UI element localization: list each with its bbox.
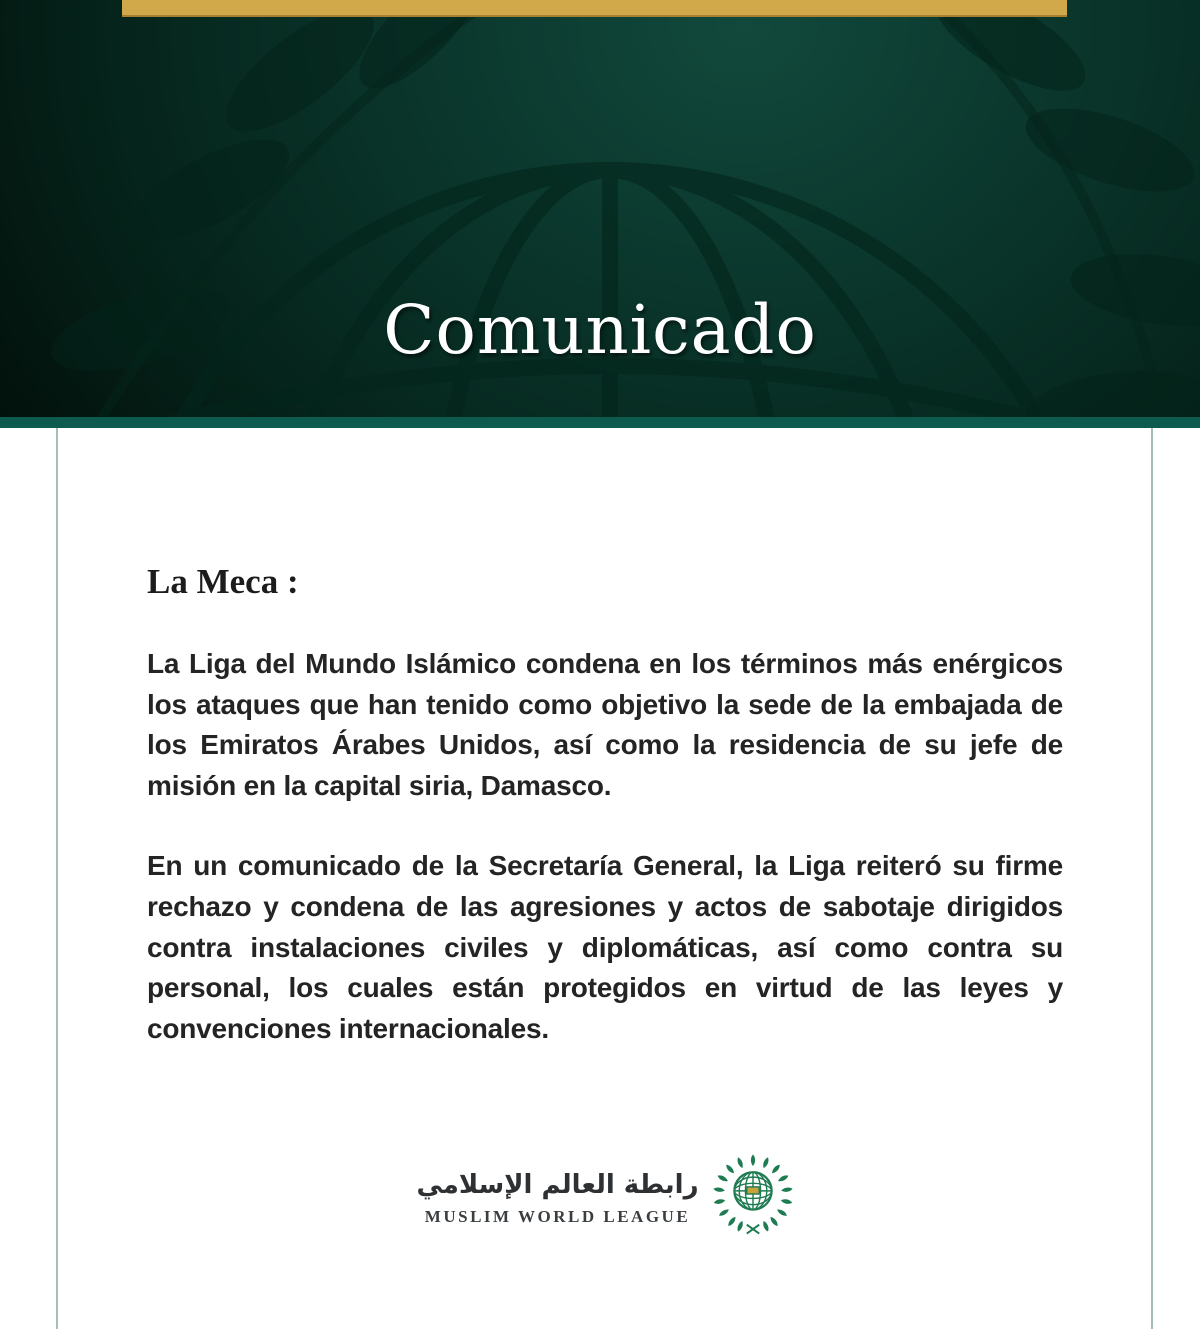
logo-arabic-calligraphy: رابطة العالم الإسلامي: [416, 1169, 699, 1200]
content-card: [56, 428, 1153, 1329]
dateline: La Meca :: [147, 562, 299, 601]
footer-logo: [58, 1152, 1151, 1244]
body-paragraph: La Liga del Mundo Islámico condena en los términos más enérgicos los ataques que han tenido como objetivo la sede de la embajada de los Emiratos Árabes Unidos, así como la residencia de su jefe de misión en la capital siria, Damasco.: [147, 648, 1063, 801]
mwl-emblem-icon: [713, 1152, 793, 1244]
header-divider: [0, 417, 1200, 428]
header-banner: [0, 0, 1200, 417]
body-paragraph: En un comunicado de la Secretaría General, la Liga reiteró su firme rechazo y condena de las agresiones y actos de sabotaje dirigidos contra instalaciones civiles y diplomáticas, así como contra su personal, los cuales están protegidos en virtud de las leyes y convenciones internacionales.: [147, 850, 1063, 1044]
logo-text-block: [416, 1169, 698, 1228]
logo-wordmark: MUSLIM WORLD LEAGUE: [424, 1207, 691, 1227]
page-title: Comunicado: [383, 291, 817, 369]
gold-accent-bar: [122, 0, 1067, 17]
